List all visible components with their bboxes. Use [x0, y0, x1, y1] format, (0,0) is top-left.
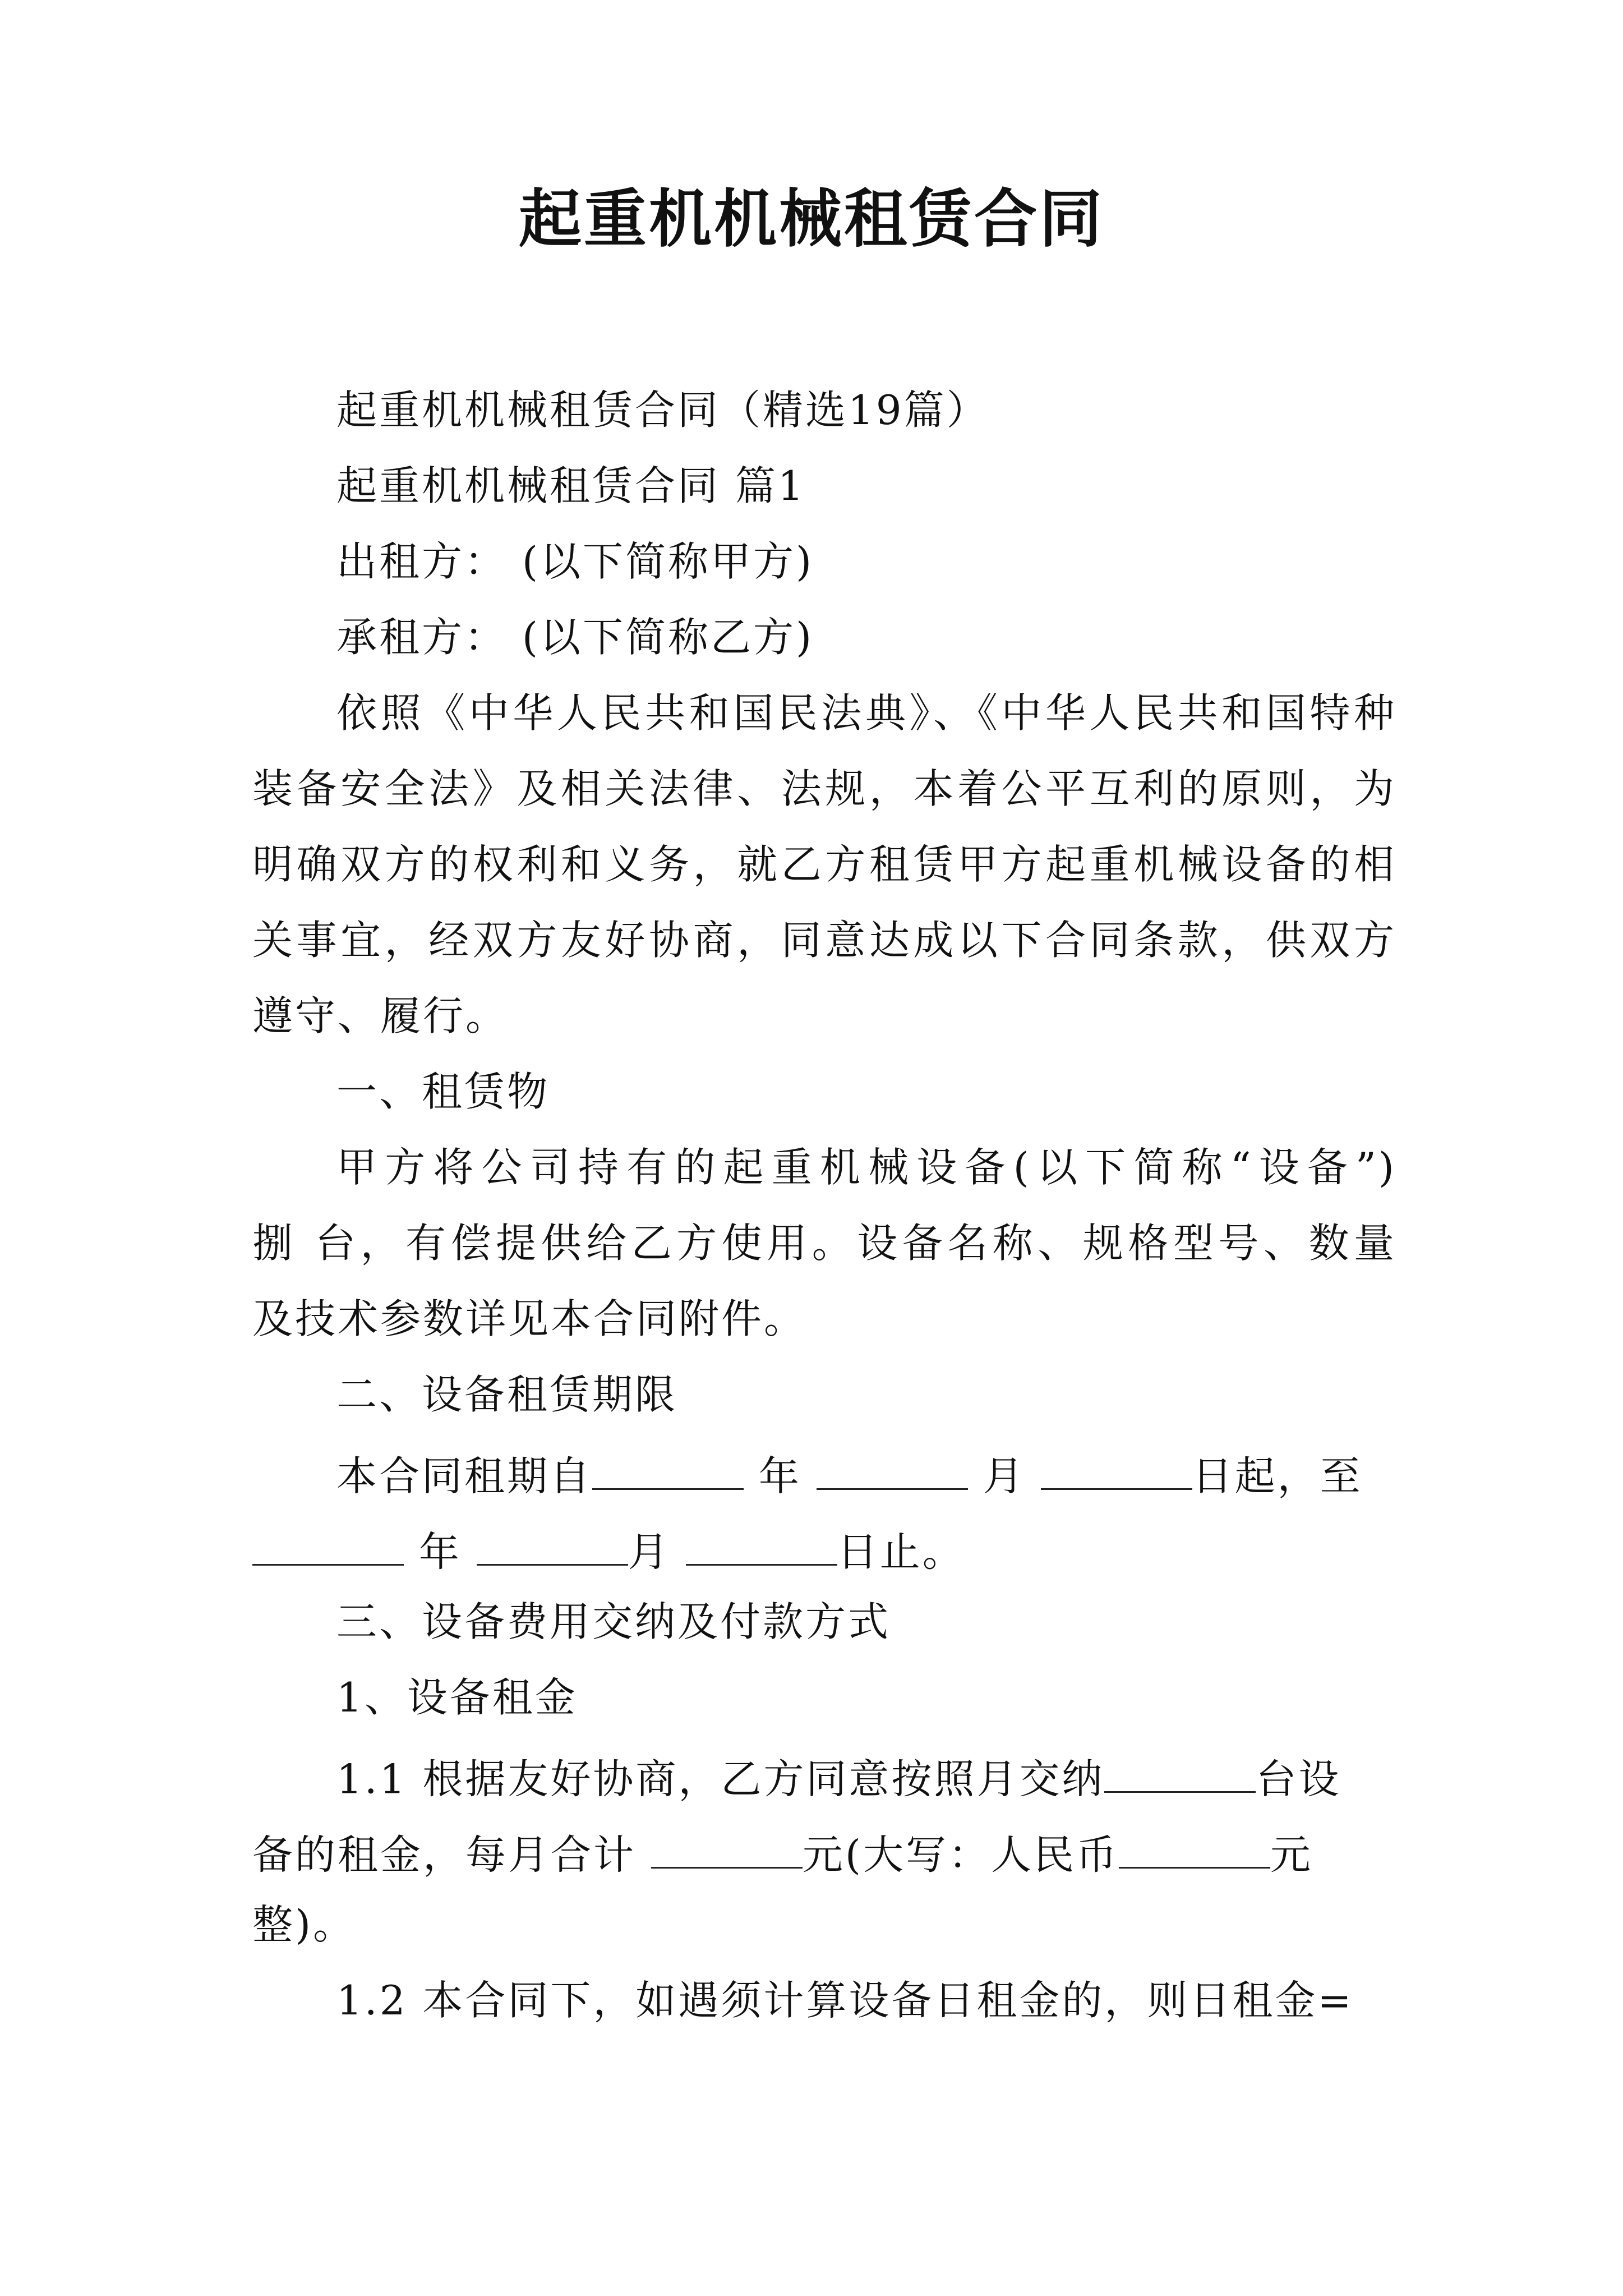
blank-field	[1119, 1829, 1270, 1869]
text-line: 关事宜，经双方友好协商，同意达成以下合同条款，供双方	[252, 917, 1396, 964]
text-fragment: 台设	[1256, 1755, 1341, 1803]
text-line: 甲方将公司持有的起重机械设备(以下简称“设备”)	[336, 1144, 1396, 1191]
text-line: 出租方： (以下简称甲方)	[336, 538, 814, 585]
text-line: 起重机机械租赁合同 篇1	[336, 462, 806, 509]
text-line: 明确双方的权利和义务，就乙方租赁甲方起重机械设备的相	[252, 841, 1396, 888]
text-line: 捌 台，有偿提供给乙方使用。设备名称、规格型号、数量	[252, 1220, 1396, 1267]
text-fragment: 年	[758, 1452, 801, 1500]
text-line	[252, 1829, 1396, 1879]
text-line: 整)。	[252, 1901, 356, 1948]
section-heading: 三、设备费用交纳及付款方式	[336, 1598, 891, 1645]
section-heading: 一、租赁物	[336, 1068, 550, 1115]
section-heading: 1、设备租金	[336, 1674, 578, 1721]
text-fragment: 元(大写：人民币	[802, 1831, 1119, 1879]
text-fragment: 日止。	[837, 1528, 965, 1576]
text-line: 依照《中华人民共和国民法典》、《中华人民共和国特种	[336, 689, 1396, 737]
text-line	[336, 1753, 1396, 1803]
text-fragment: 本合同租期自	[336, 1452, 593, 1500]
text-fragment: 备的租金，每月合计	[252, 1831, 637, 1879]
text-line: 遵守、履行。	[252, 992, 509, 1039]
text-line	[336, 1450, 1396, 1500]
blank-field	[686, 1526, 837, 1566]
blank-field	[1104, 1753, 1256, 1793]
text-line	[252, 1526, 1396, 1576]
blank-field	[252, 1526, 404, 1566]
blank-field	[592, 1450, 744, 1490]
blank-field	[1041, 1450, 1192, 1490]
text-fragment: 元	[1270, 1831, 1313, 1879]
text-fragment: 月	[628, 1528, 671, 1576]
document-title: 起重机机械租赁合同	[519, 182, 1104, 256]
text-line: 装备安全法》及相关法律、法规，本着公平互利的原则，为	[252, 765, 1396, 812]
text-fragment: 年	[418, 1528, 462, 1576]
section-heading: 二、设备租赁期限	[336, 1371, 678, 1418]
text-line: 及技术参数详见本合同附件。	[252, 1295, 807, 1342]
text-line: 1.2 本合同下，如遇须计算设备日租金的，则日租金=	[336, 1977, 1354, 2024]
blank-field	[817, 1450, 968, 1490]
text-fragment: 日起，至	[1192, 1452, 1363, 1500]
text-fragment: 1.1 根据友好协商，乙方同意按照月交纳	[336, 1755, 1105, 1803]
text-line: 起重机机械租赁合同（精选19篇）	[336, 386, 989, 434]
blank-field	[651, 1829, 803, 1869]
text-line: 承租方： (以下简称乙方)	[336, 614, 814, 661]
blank-field	[477, 1526, 628, 1566]
text-fragment: 月	[983, 1452, 1026, 1500]
